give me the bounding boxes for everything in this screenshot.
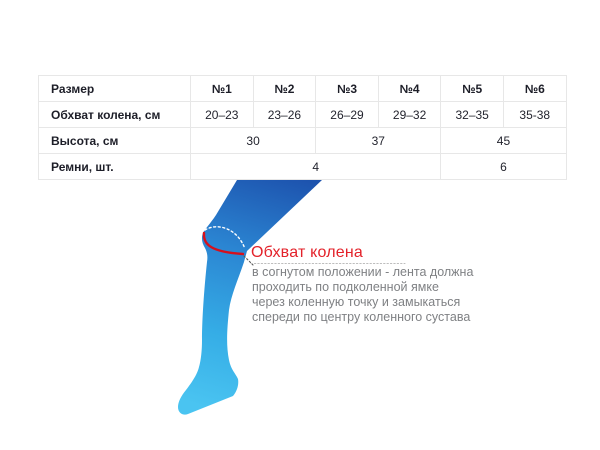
- straps-value: 6: [441, 154, 566, 180]
- height-value: 30: [191, 128, 316, 154]
- height-value: 45: [441, 128, 566, 154]
- size-header: №3: [316, 76, 379, 102]
- row-label-height: Высота, см: [39, 128, 191, 154]
- size-header: №2: [253, 76, 316, 102]
- size-header: №1: [191, 76, 254, 102]
- girth-value: 35-38: [503, 102, 566, 128]
- row-label-knee-girth: Обхват колена, см: [39, 102, 191, 128]
- girth-value: 26–29: [316, 102, 379, 128]
- row-label-straps: Ремни, шт.: [39, 154, 191, 180]
- girth-value: 23–26: [253, 102, 316, 128]
- size-header: №5: [441, 76, 504, 102]
- height-value: 37: [316, 128, 441, 154]
- knee-girth-annotation-title: Обхват колена: [251, 244, 364, 261]
- annotation-line: спереди по центру коленного сустава: [252, 310, 471, 324]
- annotation-line: проходить по подколенной ямке: [252, 280, 439, 294]
- girth-value: 29–32: [378, 102, 441, 128]
- row-label-size: Размер: [39, 76, 191, 102]
- annotation-line: через коленную точку и замыкаться: [252, 295, 461, 309]
- size-header: №4: [378, 76, 441, 102]
- girth-value: 32–35: [441, 102, 504, 128]
- knee-girth-annotation-text: [252, 265, 473, 325]
- annotation-line: в согнутом положении - лента должна: [252, 265, 474, 279]
- size-header: №6: [503, 76, 566, 102]
- girth-value: 20–23: [191, 102, 254, 128]
- straps-value: 4: [191, 154, 441, 180]
